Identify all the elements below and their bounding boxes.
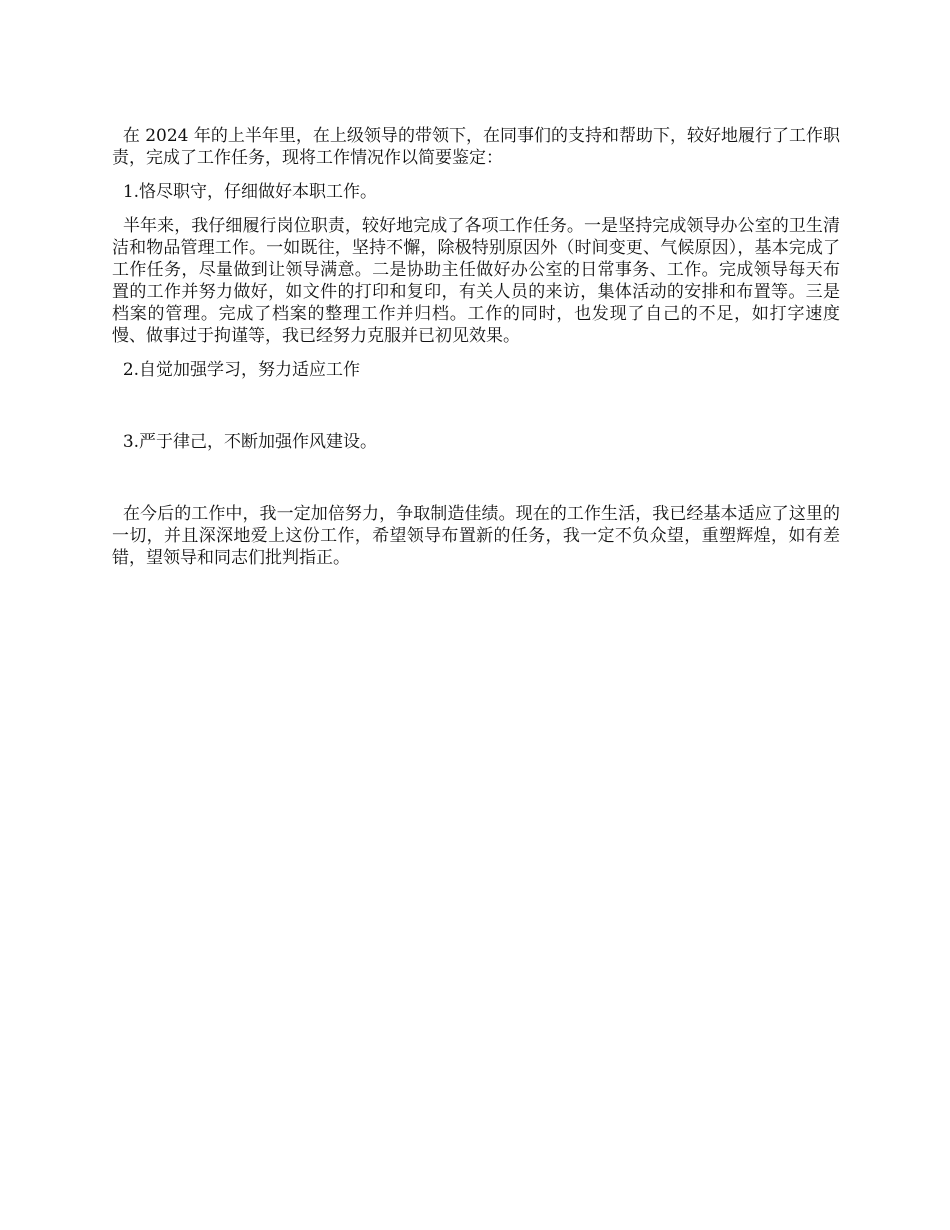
document-page xyxy=(112,125,840,569)
intro-paragraph: 在 2024 年的上半年里，在上级领导的带领下，在同事们的支持和帮助下，较好地履行了工作职责，完成了工作任务，现将工作情况作以简要鉴定： xyxy=(112,126,841,168)
section-heading-1: 1.恪尽职守，仔细做好本职工作。 xyxy=(112,182,378,202)
section-body-1: 半年来，我仔细履行岗位职责，较好地完成了各项工作任务。一是坚持完成领导办公室的卫生清洁和物品管理工作。一如既往，坚持不懈，除极特别原因外（时间变更、气候原因），基本完成了工作任务，尽量做到让领导满意。二是协助主任做好办公室的日常事务、工作。完成领导每天布置的工作并努力做好，如文件的打印和复印，有关人员的来访，集体活动的安排和布置等。三是档案的管理。完成了档案的整理工作并归档。工作的同时，也发现了自己的不足，如打字速度慢、做事过于拘谨等，我已经努力克服并已初见效果。 xyxy=(112,216,841,346)
section-heading-2: 2.自觉加强学习，努力适应工作 xyxy=(112,360,361,380)
section-heading-3: 3.严于律己，不断加强作风建设。 xyxy=(112,432,378,452)
closing-paragraph: 在今后的工作中，我一定加倍努力，争取制造佳绩。现在的工作生活，我已经基本适应了这里的一切，并且深深地爱上这份工作，希望领导布置新的任务，我一定不负众望，重塑辉煌，如有差错，望领导和同志们批判指正。 xyxy=(112,504,841,568)
